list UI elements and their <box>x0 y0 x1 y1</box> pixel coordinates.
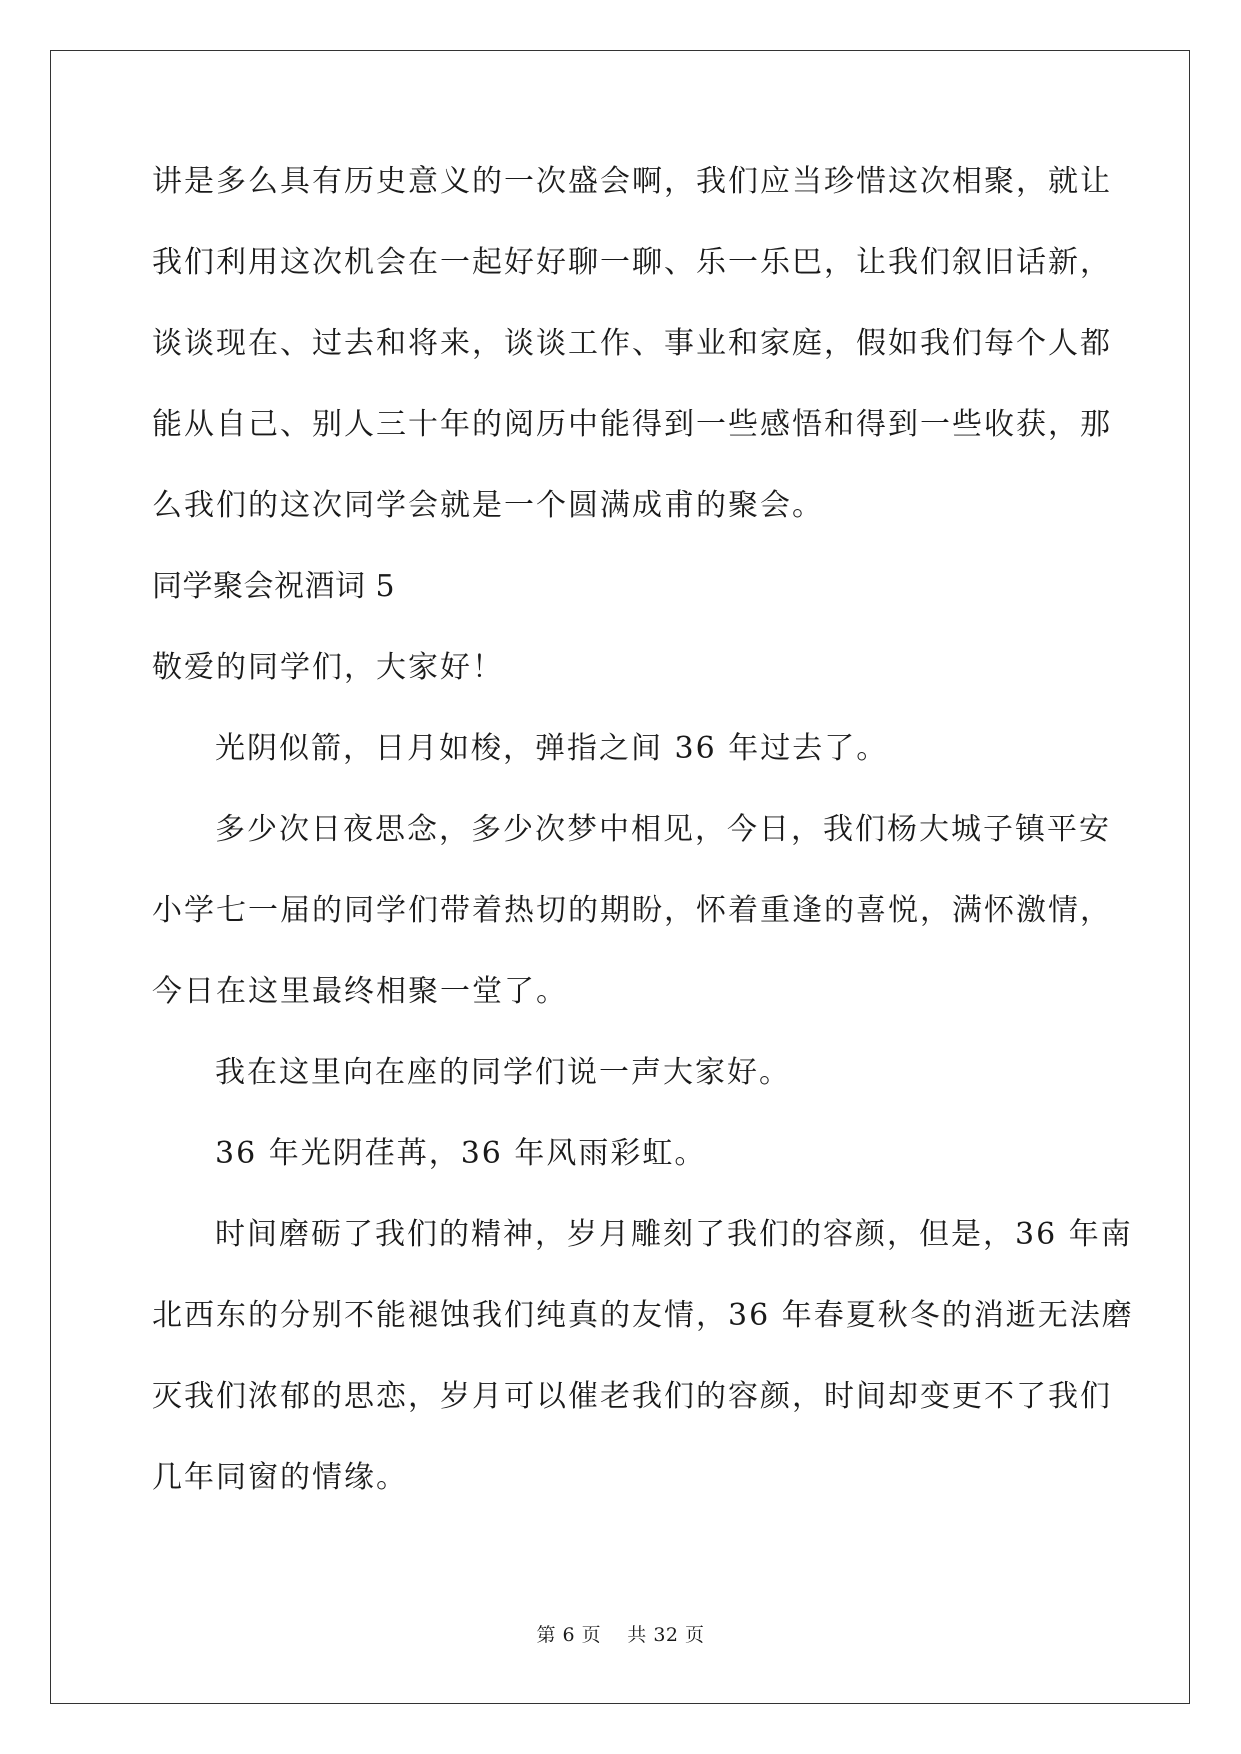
paragraph-start-line: 时间磨砺了我们的精神，岁月雕刻了我们的容颜，但是，36 年南 <box>215 1217 1133 1252</box>
paragraph-start-line: 36 年光阴荏苒，36 年风雨彩虹。 <box>215 1136 707 1171</box>
paragraph-start-line: 我在这里向在座的同学们说一声大家好。 <box>215 1055 791 1090</box>
paragraph-start-line: 光阴似箭，日月如梭，弹指之间 36 年过去了。 <box>215 731 889 766</box>
text-line: 我们利用这次机会在一起好好聊一聊、乐一乐巴，让我们叙旧话新， <box>152 245 1112 280</box>
text-line: 讲是多么具有历史意义的一次盛会啊，我们应当珍惜这次相聚，就让 <box>152 164 1112 199</box>
salutation-line: 敬爱的同学们，大家好！ <box>152 650 504 685</box>
text-line: 灭我们浓郁的思恋，岁月可以催老我们的容颜，时间却变更不了我们 <box>152 1379 1112 1414</box>
text-line: 么我们的这次同学会就是一个圆满成甫的聚会。 <box>152 488 824 523</box>
text-line: 北西东的分别不能褪蚀我们纯真的友情，36 年春夏秋冬的消逝无法磨 <box>152 1298 1134 1333</box>
text-line: 几年同窗的情缘。 <box>152 1460 408 1495</box>
text-line: 谈谈现在、过去和将来，谈谈工作、事业和家庭，假如我们每个人都 <box>152 326 1112 361</box>
text-line: 小学七一届的同学们带着热切的期盼，怀着重逢的喜悦，满怀激情， <box>152 893 1112 928</box>
section-heading: 同学聚会祝酒词 5 <box>152 569 396 604</box>
page-number-footer: 第 6 页 共 32 页 <box>536 1624 705 1646</box>
document-body <box>152 164 1134 1541</box>
paragraph-start-line: 多少次日夜思念，多少次梦中相见，今日，我们杨大城子镇平安 <box>215 812 1111 847</box>
text-line: 今日在这里最终相聚一堂了。 <box>152 974 568 1009</box>
text-line: 能从自己、别人三十年的阅历中能得到一些感悟和得到一些收获，那 <box>152 407 1112 442</box>
